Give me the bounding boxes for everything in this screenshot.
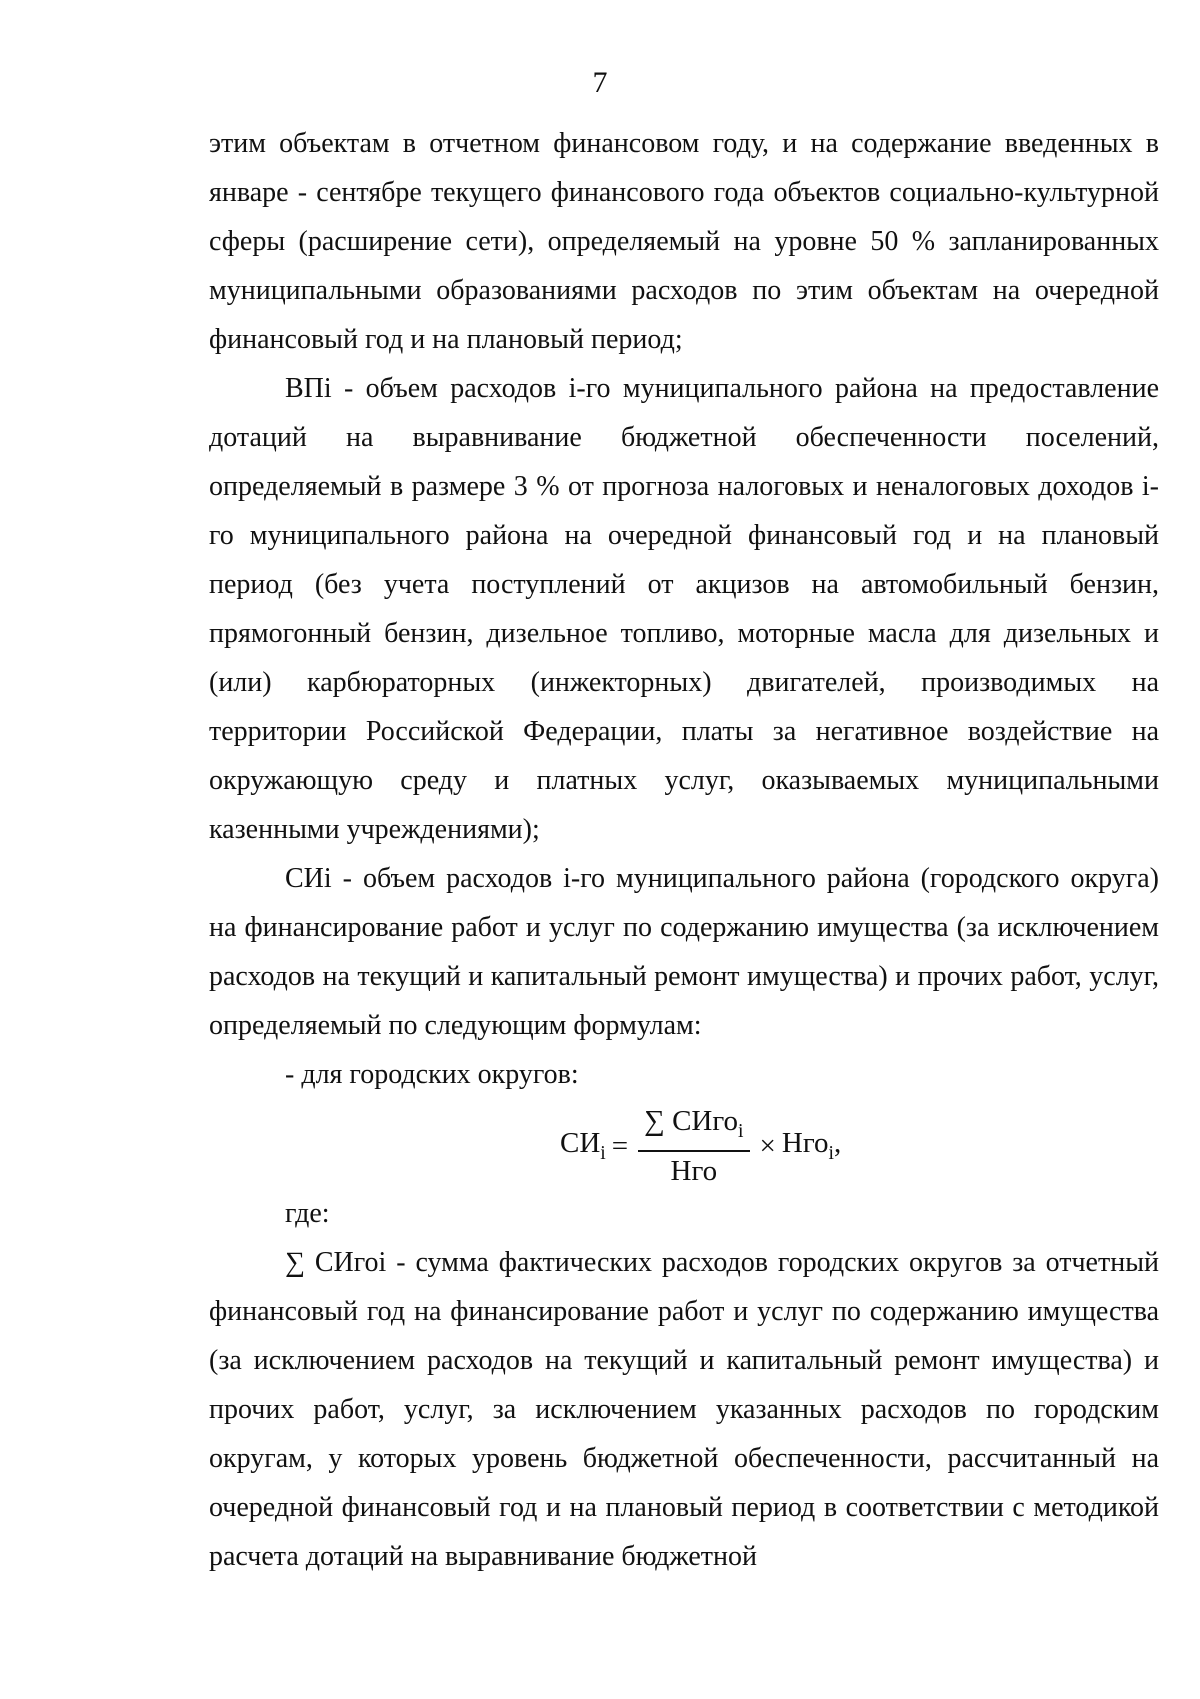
paragraph-definition: ∑ СИгоi - сумма фактических расходов городских округов за отчетный финансовый год на финансирование работ и услуг по содержанию имущества (за исключением расходов на текущий и капитальный ремонт имущества) и прочих работ, услуг, за исключением указанных расходов по городским округам, у которых уровень бюджетной обеспеченности, рассчитанный на очередной финансовый год и на плановый период в соответствии с методикой расчета дотаций на выравнивание бюджетной <box>209 1247 1159 1572</box>
formula-lhs: $СИ_i$ <box>560 1127 606 1164</box>
formula-denominator: Нго <box>670 1154 718 1187</box>
text-block-top <box>209 119 1159 1099</box>
paragraph-city-districts: - для городских округов: <box>285 1059 579 1090</box>
formula-si <box>560 1106 841 1186</box>
paragraph-continuation: этим объектам в отчетном финансовом году, и на содержание введенных в январе - сентябре текущего финансового года объектов социально-культурной сферы (расширение сети), определяемый на уровне 50 % запланированных муниципальными образованиями расходов по этим объектам на очередной финансовый год и на плановый период; <box>209 128 1159 355</box>
text-block-bottom <box>209 1189 1159 1581</box>
page-number: 7 <box>592 66 608 99</box>
formula-factor: Нго$_i$, <box>781 1127 842 1164</box>
paragraph-si: СИi - объем расходов i-го муниципального района (городского округа) на финансирование работ и услуг по содержанию имущества (за исключением расходов на текущий и капитальный ремонт имущества) и прочих работ, услуг, определяемый по следующим формулам: <box>209 863 1159 1041</box>
where-label: где: <box>285 1198 330 1229</box>
formula-fraction <box>638 1104 749 1188</box>
formula-times: × <box>759 1129 776 1162</box>
paragraph-vp: ВПi - объем расходов i-го муниципального района на предоставление дотаций на выравнивание бюджетной обеспеченности поселений, определяемый в размере 3 % от прогноза налоговых и неналоговых доходов i-го муниципального района на очередной финансовый год и на плановый период (без учета поступлений от акцизов на автомобильный бензин, прямогонный бензин, дизельное топливо, моторные масла для дизельных и (или) карбюраторных (инжекторных) двигателей, производимых на территории Российской Федерации, платы за негативное воздействие на окружающую среду и платных услуг, оказываемых муниципальными казенными учреждениями); <box>209 373 1159 845</box>
formula-numerator: ∑ СИго$_i$ <box>638 1104 749 1152</box>
formula-equals: = <box>611 1129 629 1162</box>
